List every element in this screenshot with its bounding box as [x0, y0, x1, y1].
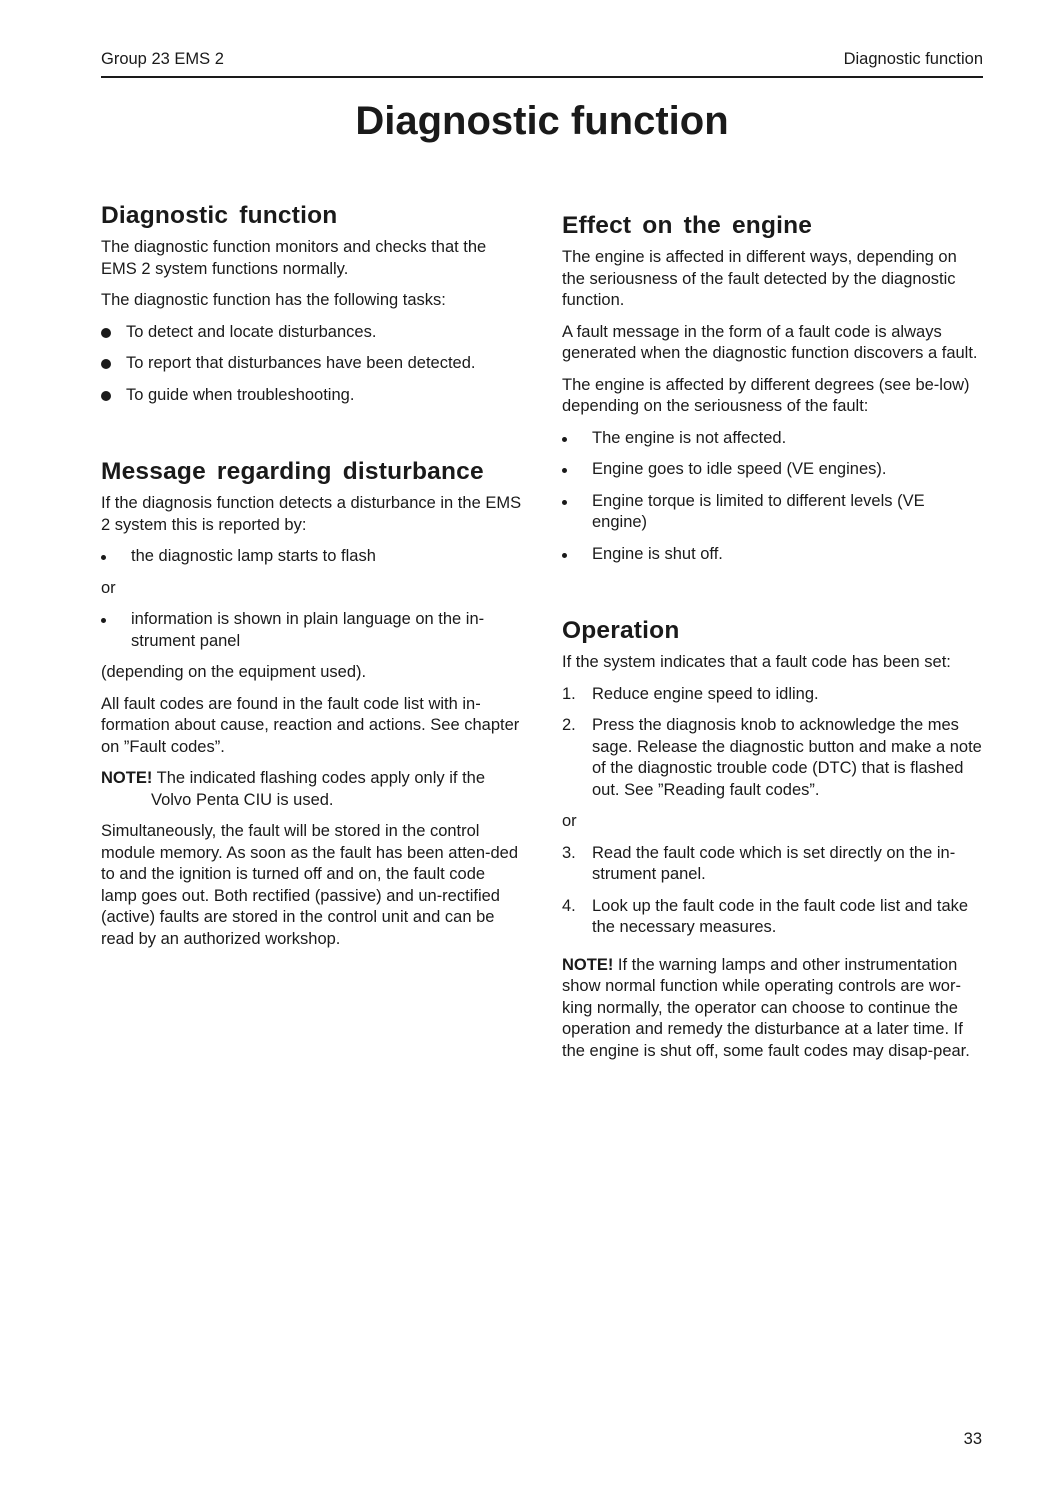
section-heading: Message regarding disturbance: [101, 458, 484, 485]
list-item: [562, 544, 984, 566]
paragraph: All fault codes are found in the fault code list with in-formation about cause, reaction and actions. See chapter on ”Fault codes”.: [101, 694, 520, 756]
step-item: [562, 843, 984, 886]
list-item: [562, 459, 984, 481]
left-column: [101, 200, 523, 960]
section-spacer: [101, 416, 523, 456]
report-list: [101, 609, 523, 652]
bullet-icon: [101, 328, 111, 338]
step-text: Read the fault code which is set directly on the in-strument panel.: [592, 843, 956, 883]
step-item: [562, 715, 984, 801]
paragraph: Simultaneously, the fault will be stored in the control module memory. As soon as the fault has been atten-ded to and the ignition is turned off and on, the fault code lamp goes out. Both rectified (passive) and un-rectified (active) faults are stored in the control unit and can be read by an authorized workshop.: [101, 822, 519, 948]
right-column: [562, 210, 984, 1072]
note-text: If the warning lamps and other instrumentation show normal function while operating controls are wor-king normally, the operator can choose to continue the operation and remedy the disturbance at a later time. If the engine is shut off, some fault codes may disap-pear.: [562, 955, 970, 1060]
message-section: [101, 456, 523, 950]
header-section-label: Group 23 EMS 2: [101, 50, 224, 68]
list-item-text: Engine is shut off.: [592, 544, 723, 563]
list-item-text: Engine goes to idle speed (VE engines).: [592, 460, 887, 478]
list-item-text: Engine torque is limited to different levels (VE engine): [592, 491, 925, 531]
header-chapter-label: Diagnostic function: [843, 50, 983, 68]
header-divider: [101, 76, 983, 78]
bullet-icon: [562, 553, 567, 558]
paragraph: The diagnostic function monitors and checks that the EMS 2 system functions normally.: [101, 238, 487, 278]
note-label: NOTE!: [101, 769, 153, 787]
paragraph: The engine is affected in different ways, depending on the seriousness of the fault detected by the diagnostic function.: [562, 248, 957, 309]
step-text: Press the diagnosis knob to acknowledge the mes sage. Release the diagnostic button and make a note of the diagnostic trouble code (DTC) that is flashed out. See ”Reading fault codes”.: [592, 716, 982, 799]
paragraph: The engine is affected by different degrees (see be-low) depending on the seriousness of the fault:: [562, 375, 970, 415]
note: [101, 768, 523, 811]
paragraph: A fault message in the form of a fault code is always generated when the diagnostic function discovers a fault.: [562, 322, 978, 362]
step-number: 3.: [562, 843, 576, 862]
or-separator: or: [562, 812, 577, 830]
or-separator: or: [101, 578, 116, 597]
note-text: The indicated flashing codes apply only if the Volvo Penta CIU is used.: [151, 769, 486, 809]
list-item-text: To guide when troubleshooting.: [126, 385, 355, 404]
operation-section: [562, 615, 984, 1062]
bullet-icon: [101, 391, 111, 401]
bullet-icon: [562, 437, 567, 442]
list-item-text: the diagnostic lamp starts to flash: [131, 547, 376, 565]
step-item: [562, 684, 984, 706]
note-label: NOTE!: [562, 955, 614, 974]
bullet-icon: [101, 359, 111, 369]
list-item: [101, 353, 523, 375]
list-item: [101, 322, 523, 344]
step-item: [562, 896, 984, 939]
list-item-text: The engine is not affected.: [592, 428, 787, 447]
list-item: [562, 428, 984, 450]
paragraph: If the diagnosis function detects a disturbance in the EMS 2 system this is reported by:: [101, 494, 522, 534]
page-title: Diagnostic function: [355, 99, 729, 143]
step-text: Reduce engine speed to idling.: [592, 684, 819, 703]
step-number: 2.: [562, 716, 576, 734]
paragraph: (depending on the equipment used).: [101, 663, 367, 681]
list-item: [101, 546, 523, 568]
list-item-text: To report that disturbances have been detected.: [126, 354, 476, 372]
paragraph: If the system indicates that a fault code has been set:: [562, 653, 951, 671]
effect-section: [562, 210, 984, 565]
step-number: 4.: [562, 896, 576, 915]
bullet-icon: [562, 500, 567, 505]
bullet-icon: [101, 555, 106, 560]
bullet-icon: [101, 618, 106, 623]
list-item: [101, 609, 523, 652]
operation-steps: [562, 684, 984, 802]
step-number: 1.: [562, 684, 576, 703]
bullet-icon: [562, 468, 567, 473]
section-spacer: [562, 575, 984, 615]
task-list: [101, 322, 523, 407]
note: [562, 955, 984, 1063]
report-list: [101, 546, 523, 568]
list-item-text: information is shown in plain language on the in-strument panel: [131, 610, 485, 650]
section-heading: Effect on the engine: [562, 212, 813, 239]
list-item: [562, 491, 984, 534]
list-item-text: To detect and locate disturbances.: [126, 322, 377, 341]
effect-list: [562, 428, 984, 566]
paragraph: The diagnostic function has the following tasks:: [101, 291, 446, 309]
section-heading: Operation: [562, 617, 680, 644]
step-text: Look up the fault code in the fault code list and take the necessary measures.: [592, 896, 969, 936]
page-number: 33: [963, 1430, 982, 1448]
diagnostic-function-section: [101, 200, 523, 406]
page-header: [101, 48, 983, 70]
list-item: [101, 385, 523, 407]
section-heading: Diagnostic function: [101, 202, 338, 229]
operation-steps: [562, 843, 984, 939]
